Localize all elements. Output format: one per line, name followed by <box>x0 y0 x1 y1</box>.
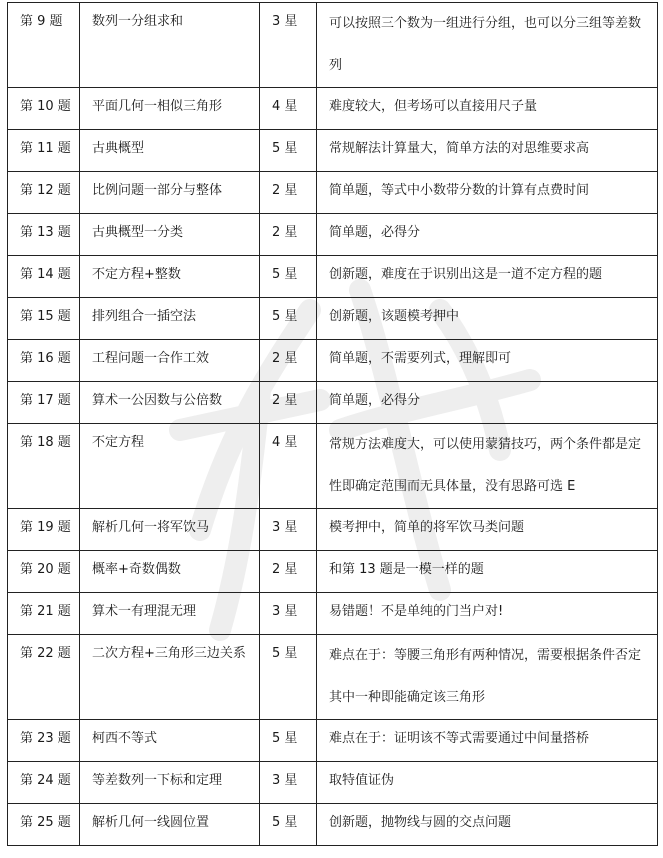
question-comment: 模考押中，简单的将军饮马类问题 <box>317 509 658 551</box>
question-difficulty: 3 星 <box>260 593 317 635</box>
table-row <box>8 509 658 551</box>
question-comment: 和第 13 题是一模一样的题 <box>317 551 658 593</box>
question-number: 第 16 题 <box>8 340 80 382</box>
question-topic: 数列一分组求和 <box>80 3 260 88</box>
question-topic: 不定方程+整数 <box>80 256 260 298</box>
question-comment: 创新题，抛物线与圆的交点问题 <box>317 804 658 846</box>
table-row <box>8 382 658 424</box>
question-number: 第 14 题 <box>8 256 80 298</box>
question-topic: 解析几何一将军饮马 <box>80 509 260 551</box>
table-row <box>8 424 658 509</box>
question-topic: 不定方程 <box>80 424 260 509</box>
question-number: 第 15 题 <box>8 298 80 340</box>
question-topic: 二次方程+三角形三边关系 <box>80 635 260 720</box>
question-number: 第 11 题 <box>8 130 80 172</box>
table-row <box>8 762 658 804</box>
question-number: 第 19 题 <box>8 509 80 551</box>
question-comment: 难度较大，但考场可以直接用尺子量 <box>317 88 658 130</box>
question-difficulty: 5 星 <box>260 720 317 762</box>
question-number: 第 25 题 <box>8 804 80 846</box>
table-row <box>8 130 658 172</box>
question-topic: 等差数列一下标和定理 <box>80 762 260 804</box>
table-row <box>8 88 658 130</box>
question-number: 第 24 题 <box>8 762 80 804</box>
question-topic: 算术一有理混无理 <box>80 593 260 635</box>
question-comment: 创新题，难度在于识别出这是一道不定方程的题 <box>317 256 658 298</box>
question-number: 第 12 题 <box>8 172 80 214</box>
question-topic: 古典概型一分类 <box>80 214 260 256</box>
question-number: 第 22 题 <box>8 635 80 720</box>
question-number: 第 13 题 <box>8 214 80 256</box>
table-row <box>8 720 658 762</box>
question-difficulty: 5 星 <box>260 298 317 340</box>
table-row <box>8 256 658 298</box>
question-number: 第 23 题 <box>8 720 80 762</box>
question-difficulty: 3 星 <box>260 3 317 88</box>
question-difficulty: 5 星 <box>260 804 317 846</box>
question-comment: 简单题，必得分 <box>317 214 658 256</box>
table-row <box>8 593 658 635</box>
question-analysis-table <box>7 2 658 846</box>
table-row <box>8 298 658 340</box>
question-comment: 难点在于：等腰三角形有两种情况，需要根据条件否定其中一种即能确定该三角形 <box>317 635 658 720</box>
question-difficulty: 2 星 <box>260 382 317 424</box>
question-difficulty: 3 星 <box>260 509 317 551</box>
table-row <box>8 551 658 593</box>
question-difficulty: 4 星 <box>260 88 317 130</box>
question-topic: 解析几何一线圆位置 <box>80 804 260 846</box>
table-row <box>8 3 658 88</box>
question-comment: 常规解法计算量大，简单方法的对思维要求高 <box>317 130 658 172</box>
question-topic: 概率+奇数偶数 <box>80 551 260 593</box>
table-row <box>8 172 658 214</box>
table-row <box>8 340 658 382</box>
question-comment: 简单题，等式中小数带分数的计算有点费时间 <box>317 172 658 214</box>
table-row <box>8 214 658 256</box>
question-number: 第 20 题 <box>8 551 80 593</box>
question-topic: 工程问题一合作工效 <box>80 340 260 382</box>
question-difficulty: 5 星 <box>260 130 317 172</box>
question-number: 第 17 题 <box>8 382 80 424</box>
question-difficulty: 4 星 <box>260 424 317 509</box>
question-topic: 比例问题一部分与整体 <box>80 172 260 214</box>
question-comment: 难点在于：证明该不等式需要通过中间量搭桥 <box>317 720 658 762</box>
question-difficulty: 2 星 <box>260 340 317 382</box>
question-comment: 可以按照三个数为一组进行分组，也可以分三组等差数列 <box>317 3 658 88</box>
question-difficulty: 2 星 <box>260 172 317 214</box>
question-number: 第 18 题 <box>8 424 80 509</box>
question-topic: 排列组合一插空法 <box>80 298 260 340</box>
question-difficulty: 2 星 <box>260 214 317 256</box>
question-topic: 算术一公因数与公倍数 <box>80 382 260 424</box>
question-difficulty: 5 星 <box>260 635 317 720</box>
question-comment: 创新题，该题模考押中 <box>317 298 658 340</box>
question-topic: 柯西不等式 <box>80 720 260 762</box>
question-topic: 平面几何一相似三角形 <box>80 88 260 130</box>
question-number: 第 9 题 <box>8 3 80 88</box>
table-row <box>8 804 658 846</box>
question-difficulty: 5 星 <box>260 256 317 298</box>
question-comment: 简单题，必得分 <box>317 382 658 424</box>
table-row <box>8 635 658 720</box>
question-comment: 易错题！不是单纯的门当户对! <box>317 593 658 635</box>
question-comment: 简单题，不需要列式，理解即可 <box>317 340 658 382</box>
question-number: 第 10 题 <box>8 88 80 130</box>
question-comment: 取特值证伪 <box>317 762 658 804</box>
question-topic: 古典概型 <box>80 130 260 172</box>
question-number: 第 21 题 <box>8 593 80 635</box>
question-difficulty: 2 星 <box>260 551 317 593</box>
question-comment: 常规方法难度大，可以使用蒙猜技巧，两个条件都是定性即确定范围而无具体量，没有思路可选 E <box>317 424 658 509</box>
question-difficulty: 3 星 <box>260 762 317 804</box>
